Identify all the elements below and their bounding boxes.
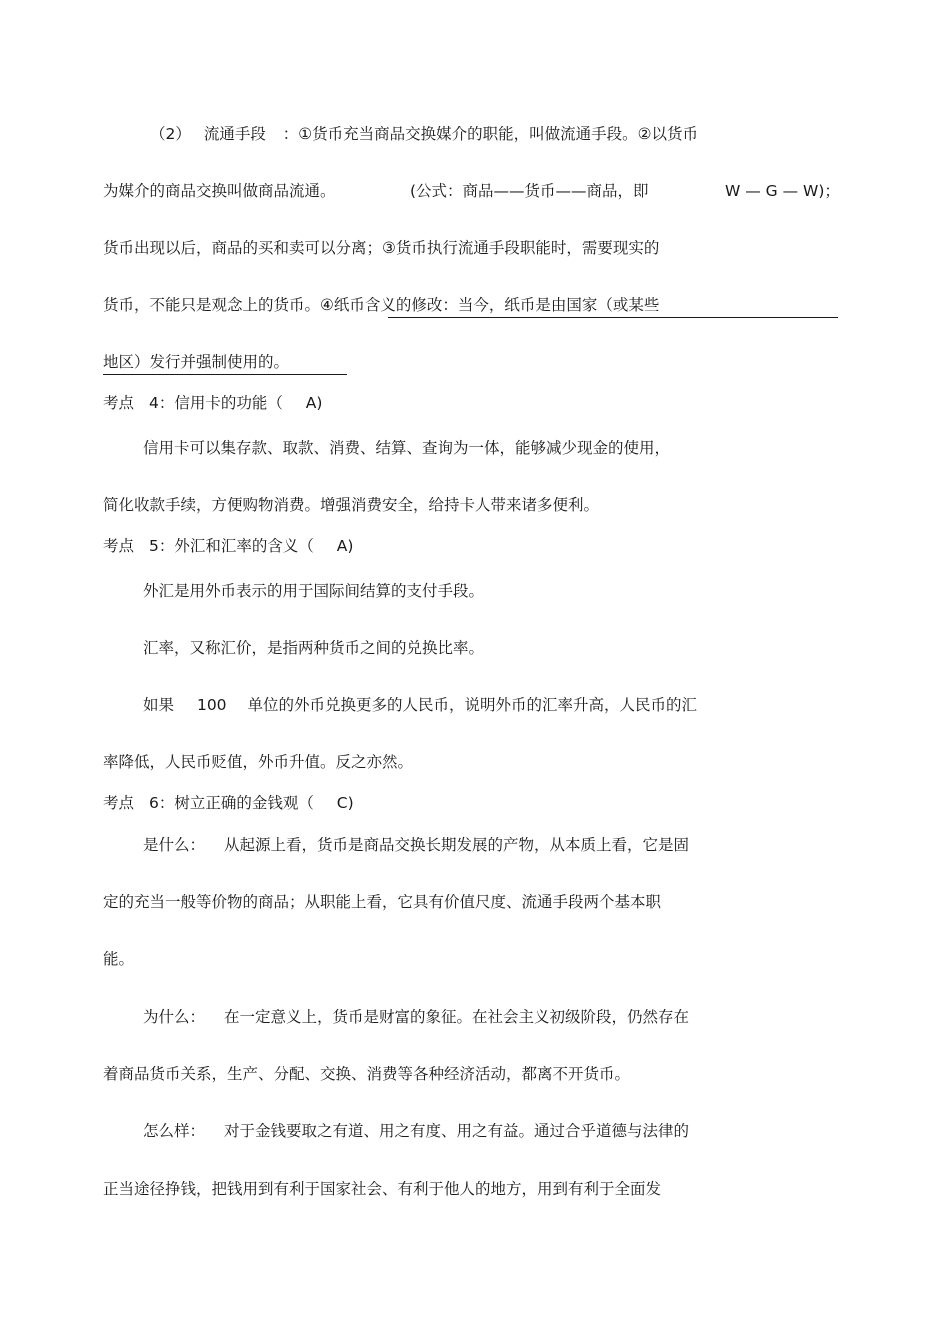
- paragraph-line: （2） 流通手段 ：①货币充当商品交换媒介的职能，叫做流通手段。②以货币: [150, 125, 699, 143]
- paragraph-line: 货币出现以后，商品的买和卖可以分离；③货币执行流通手段职能时，需要现实的: [103, 239, 660, 257]
- paragraph-line: 外汇是用外币表示的用于国际间结算的支付手段。: [143, 582, 485, 600]
- paragraph-line: 货币，不能只是观念上的货币。④纸币含义的修改：当今，纸币是由国家（或某些: [103, 296, 660, 314]
- paragraph-line: 如果 100 单位的外币兑换更多的人民币，说明外币的汇率升高，人民币的汇: [143, 696, 697, 714]
- paragraph-line: 正当途径挣钱，把钱用到有利于国家社会、有利于他人的地方，用到有利于全面发: [103, 1180, 662, 1198]
- paragraph-line: 是什么： 从起源上看，货币是商品交换长期发展的产物，从本质上看，它是固: [143, 836, 689, 854]
- section-heading: 考点 6：树立正确的金钱观（ C): [103, 794, 354, 812]
- paragraph-line: 定的充当一般等价物的商品；从职能上看，它具有价值尺度、流通手段两个基本职: [103, 893, 662, 911]
- paragraph-line: 信用卡可以集存款、取款、消费、结算、查询为一体，能够减少现金的使用，: [143, 439, 671, 457]
- underline: [388, 317, 838, 318]
- paragraph-line: 为什么： 在一定意义上，货币是财富的象征。在社会主义初级阶段，仍然存在: [143, 1008, 689, 1026]
- paragraph-line: 地区）发行并强制使用的。: [103, 353, 290, 371]
- section-heading: 考点 5：外汇和汇率的含义（ A): [103, 537, 354, 555]
- paragraph-line: 怎么样： 对于金钱要取之有道、用之有度、用之有益。通过合乎道德与法律的: [143, 1122, 689, 1140]
- paragraph-line: 率降低，人民币贬值，外币升值。反之亦然。: [103, 753, 414, 771]
- paragraph-line: 能。: [103, 950, 135, 968]
- section-heading: 考点 4：信用卡的功能（ A): [103, 394, 323, 412]
- paragraph-line: 简化收款手续，方便购物消费。增强消费安全，给持卡人带来诸多便利。: [103, 496, 600, 514]
- paragraph-line: 着商品货币关系，生产、分配、交换、消费等各种经济活动，都离不开货币。: [103, 1065, 631, 1083]
- paragraph-line: 汇率，又称汇价，是指两种货币之间的兑换比率。: [143, 639, 485, 657]
- paragraph-line: 为媒介的商品交换叫做商品流通。 (公式：商品——货币——商品，即 W — G — W)；: [103, 182, 840, 200]
- underline: [103, 374, 347, 375]
